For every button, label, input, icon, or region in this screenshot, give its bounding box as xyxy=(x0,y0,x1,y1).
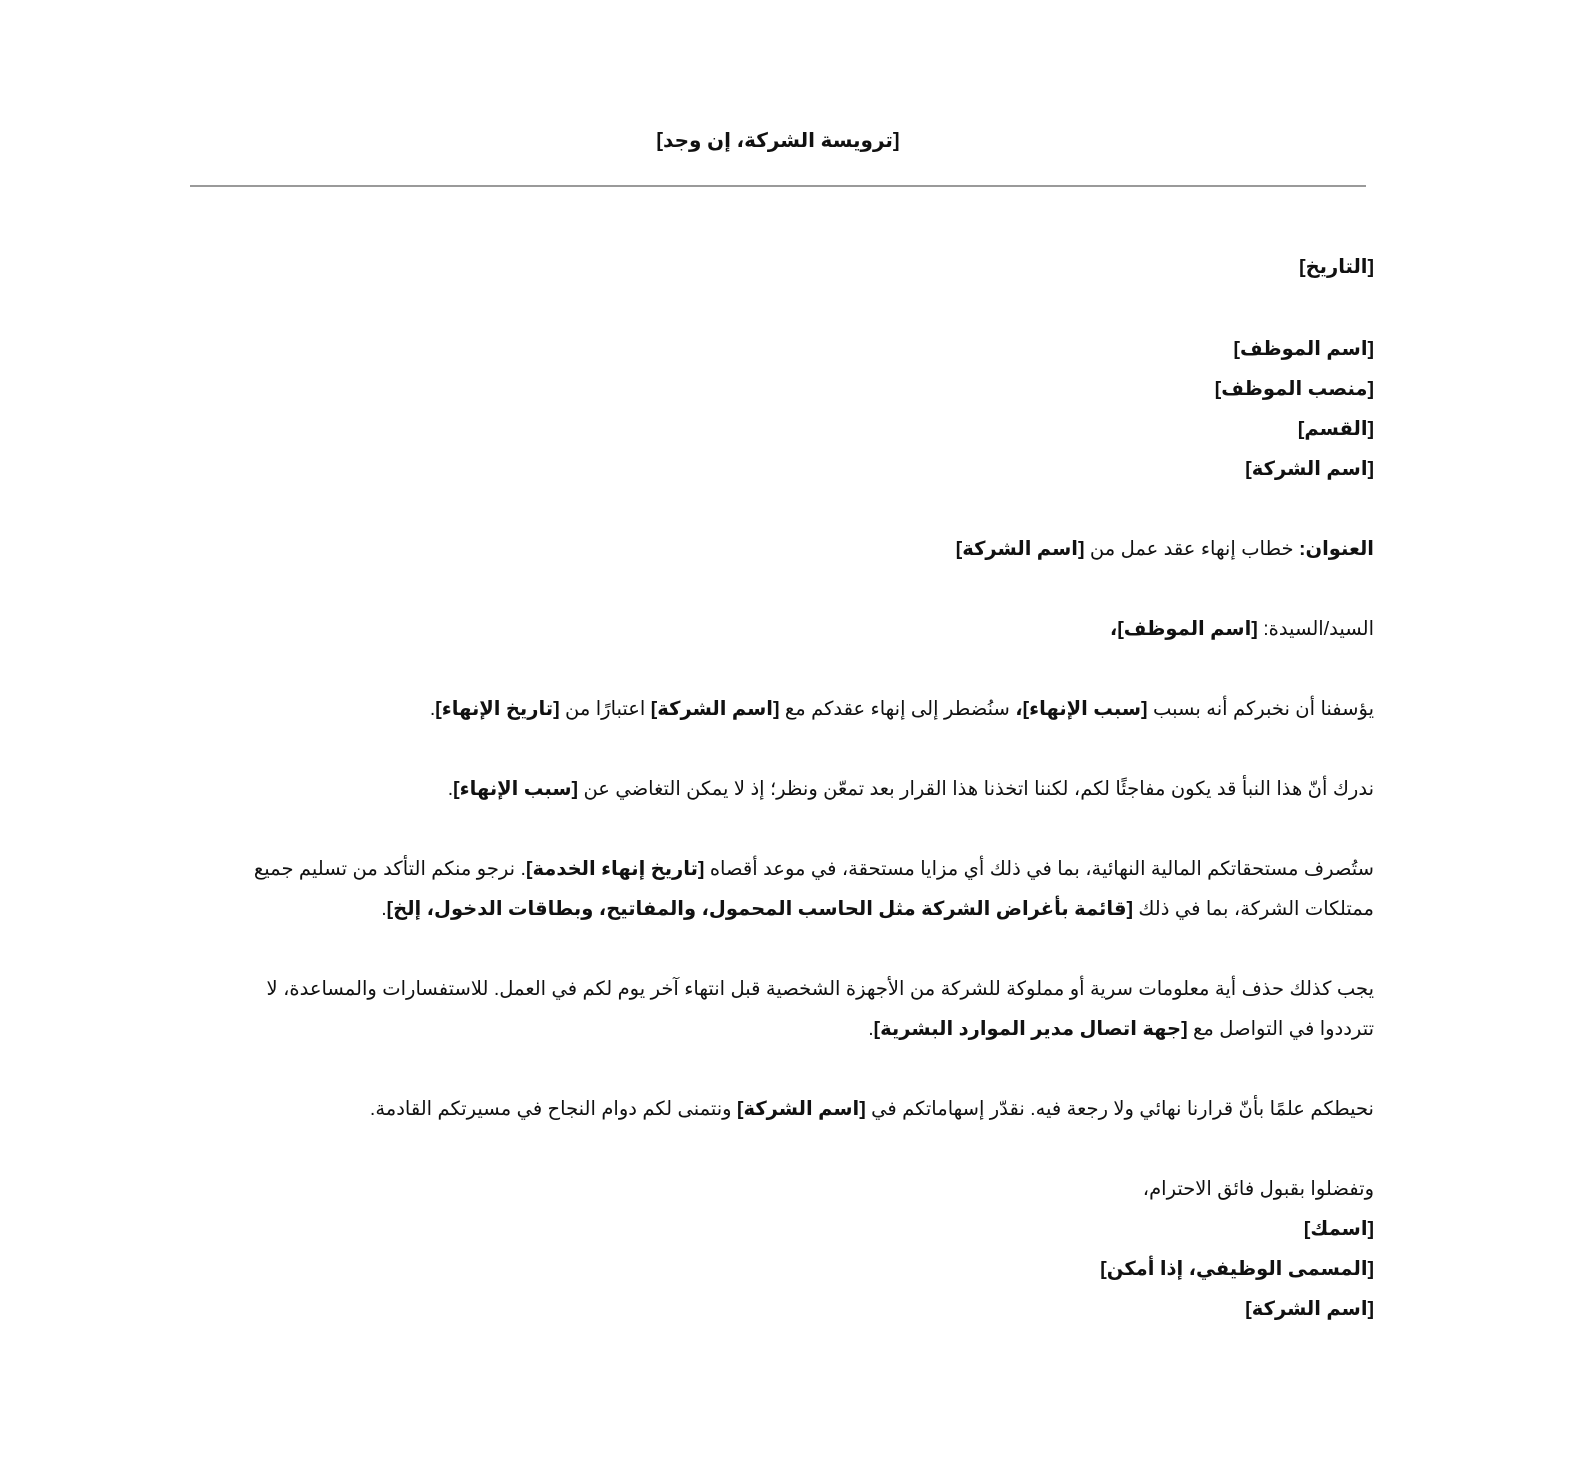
recipient-position: [منصب الموظف] xyxy=(1214,378,1374,400)
p3-end: . xyxy=(381,898,387,920)
p3-text-b: . نرجو منكم التأكد من تسليم جميع ممتلكات الشركة، بما في ذلك xyxy=(253,858,1374,920)
subject-company: [اسم الشركة] xyxy=(955,538,1085,560)
p3-text-a: ستُصرف مستحقاتكم المالية النهائية، بما في ذلك أي مزايا مستحقة، في موعد أقصاه xyxy=(709,858,1374,880)
header-divider xyxy=(190,185,1366,187)
letterhead: [ترويسة الشركة، إن وجد] xyxy=(656,130,900,152)
paragraph-3 xyxy=(238,849,1374,929)
p2-text-a: ندرك أنّ هذا النبأ قد يكون مفاجئًا لكم، لكننا اتخذنا هذا القرار بعد تمعّن ونظر؛ إذ لا يمكن التغاضي عن xyxy=(583,778,1374,800)
p1-reason: [سبب الإنهاء]، xyxy=(1015,698,1148,720)
recipient-department: [القسم] xyxy=(1297,418,1374,440)
sender-name: [اسمك] xyxy=(1303,1218,1374,1240)
salutation-name: [اسم الموظف]، xyxy=(1109,618,1258,640)
paragraph-1 xyxy=(238,689,1374,729)
p1-company: [اسم الشركة] xyxy=(650,698,780,720)
sender-company: [اسم الشركة] xyxy=(1245,1298,1374,1320)
date-placeholder: [التاريخ] xyxy=(1299,256,1374,278)
recipient-company: [اسم الشركة] xyxy=(1245,458,1374,480)
p2-reason: [سبب الإنهاء] xyxy=(453,778,579,800)
paragraph-5 xyxy=(238,1089,1374,1129)
p3-items: [قائمة بأغراض الشركة مثل الحاسب المحمول، والمفاتيح، وبطاقات الدخول، إلخ] xyxy=(386,898,1133,920)
salutation xyxy=(238,609,1374,649)
p3-date: [تاريخ إنهاء الخدمة] xyxy=(525,858,705,880)
p2-end: . xyxy=(447,778,454,800)
subject-label: العنوان: xyxy=(1298,538,1374,560)
subject-line xyxy=(238,529,1374,569)
recipient-name: [اسم الموظف] xyxy=(1233,338,1374,360)
paragraph-2 xyxy=(238,769,1374,809)
closing-text: وتفضلوا بقبول فائق الاحترام، xyxy=(1142,1178,1374,1200)
p4-contact: [جهة اتصال مدير الموارد البشرية] xyxy=(873,1018,1188,1040)
salutation-text: السيد/السيدة: xyxy=(1263,618,1374,640)
p5-text-a: نحيطكم علمًا بأنّ قرارنا نهائي ولا رجعة فيه. نقدّر إسهاماتكم في xyxy=(871,1098,1374,1120)
sender-title: [المسمى الوظيفي، إذا أمكن] xyxy=(1100,1258,1374,1280)
date-line xyxy=(238,247,1374,287)
p1-text-a: يؤسفنا أن نخبركم أنه بسبب xyxy=(1152,698,1374,720)
recipient-block xyxy=(238,329,1374,489)
p5-text-b: ونتمنى لكم دوام النجاح في مسيرتكم القادمة. xyxy=(369,1098,732,1120)
p5-company: [اسم الشركة] xyxy=(737,1098,866,1120)
paragraph-4 xyxy=(238,969,1374,1049)
p4-text-a: يجب كذلك حذف أية معلومات سرية أو مملوكة للشركة من الأجهزة الشخصية قبل انتهاء آخر يوم لكم في العمل. للاستفسارات والمساعدة، لا تترددوا في التواصل مع xyxy=(266,978,1374,1040)
p1-text-c: اعتبارًا من xyxy=(565,698,646,720)
letter-body xyxy=(238,247,1374,1329)
p4-end: . xyxy=(868,1018,874,1040)
p1-date: [تاريخ الإنهاء] xyxy=(435,698,560,720)
p1-text-b: سنُضطر إلى إنهاء عقدكم مع xyxy=(784,698,1010,720)
subject-text: خطاب إنهاء عقد عمل من xyxy=(1089,538,1294,560)
p1-end: . xyxy=(429,698,436,720)
closing-block xyxy=(238,1169,1374,1329)
